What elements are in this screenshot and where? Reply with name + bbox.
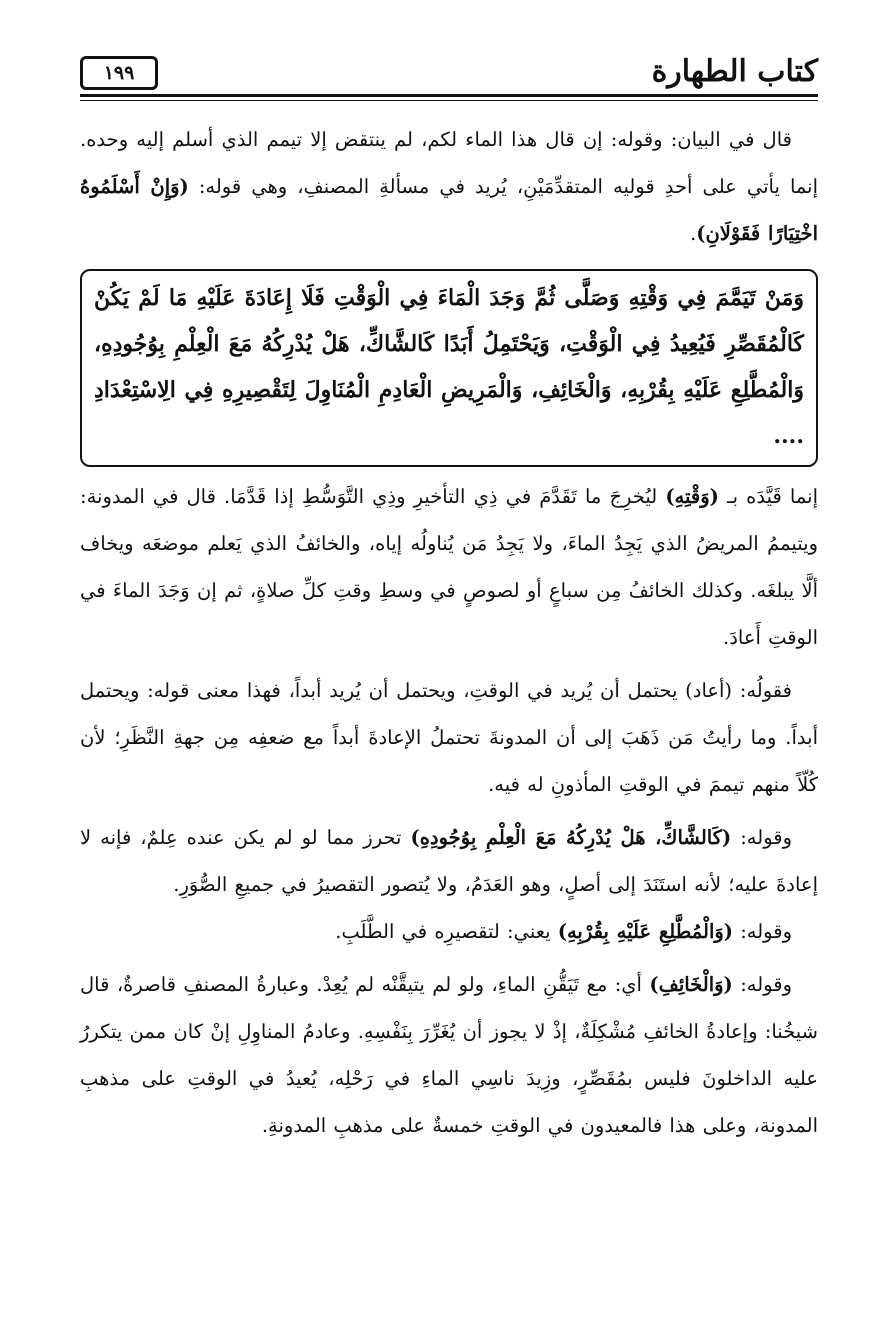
page-number-box (80, 56, 158, 90)
paragraph-6-b: أي: مع تَيَقُّنِ الماءِ، ولو لم يتيقَّنْه لم يُعِدْ. وعبارةُ المصنفِ قاصرةٌ، قال شيخُنا: وإعادةُ الخائفِ مُشْكِلَةٌ، إذْ لا يجوز أن يُغَرِّرَ بِنَفْسِهِ. وعادمُ المناوِلِ إنْ كان ممن يتكررُ عليه الداخلونَ فليس بمُقَصِّرٍ، وزِيدَ ناسِي الماءِ في رَحْلِه، يُعيدُ في الوقتِ على مذهبِ المدونة، وعلى هذا فالمعيدون في الوقتِ خمسةٌ على مذهبِ المدونةِ. (80, 973, 818, 1137)
paragraph-2 (80, 473, 818, 661)
paragraph-4-b: تحرز مما لو لم يكن عنده عِلمٌ، فإنه لا إعادةَ عليه؛ لأنه استَنَدَ إلى أصلٍ، وهو العَدَمُ، ولا يُتصور التقصيرُ في جميعِ الصُّوَرِ. (80, 826, 818, 896)
paragraph-1-text: قال في البيان: وقوله: إن قال هذا الماء لكم، لم ينتقض إلا تيمم الذي أسلم إليه وحده. إنما يأتي على أحدِ قوليه المتقدِّمَيْنِ، يُريد في مسألةِ المصنفِ، وهي قوله: (80, 128, 819, 198)
matn-box (80, 269, 818, 467)
paragraph-6-a: وقوله: (732, 973, 792, 996)
quoted-phrase: (وَالْخَائِفِ) (649, 973, 733, 996)
quoted-phrase: (وَإِنْ أَسْلَمُوهُ اخْتِيَارًا فَقَوْلَانِ) (80, 175, 818, 245)
paragraph-2-b: ليُخرِجَ ما تَقَدَّمَ في ذِي التأخيرِ وذِي التَّوَسُّطِ إذا قَدَّمَا. قال في المدونة: ويتيممُ المريضُ الذي يَجِدُ الماءَ، ولا يَجِدُ مَن يُناولُه إياه، والخائفُ الذي يَعلم موضعَه ويخاف ألَّا يبلغَه. وكذلك الخائفُ مِن سباعٍ أو لصوصٍ في وسطِ وقتِ كلِّ صلاةٍ، ثم إن وَجَدَ الماءَ في الوقتِ أَعادَ. (80, 485, 818, 649)
paragraph-1-end: . (690, 222, 697, 245)
paragraph-4 (80, 814, 818, 908)
quoted-phrase: (كَالشَّاكِّ، هَلْ يُدْرِكُهُ مَعَ الْعِلْمِ بِوُجُودِهِ) (410, 826, 732, 849)
header-rule (80, 94, 818, 97)
paragraph-5-a: وقوله: (733, 920, 792, 943)
paragraph-5 (80, 908, 818, 955)
header-rule-thin (80, 100, 818, 101)
paragraph-4-a: وقوله: (731, 826, 793, 849)
page-header (80, 50, 818, 98)
paragraph-5-b: يعني: لتقصيرِه في الطَّلَبِ. (335, 920, 558, 943)
quoted-phrase: (وَالْمُطَّلِعِ عَلَيْهِ بِقُرْبِهِ) (557, 920, 734, 943)
paragraph-6 (80, 961, 818, 1149)
paragraph-2-a: إنما قَيَّدَه بـ (718, 485, 818, 508)
page-number: ١٩٩ (103, 62, 135, 84)
page (80, 50, 818, 1149)
paragraph-1 (80, 116, 818, 257)
book-title: كتاب الطهارة (651, 54, 818, 89)
matn-text: وَمَنْ تَيَمَّمَ فِي وَقْتِهِ وَصَلَّى ثُمَّ وَجَدَ الْمَاءَ فِي الْوَقْتِ فَلَا إِعَادَةَ عَلَيْهِ مَا لَمْ يَكُنْ كَالْمُقَصِّرِ فَيُعِيدُ فِي الْوَقْتِ، وَيَحْتَمِلُ أَبَدًا كَالشَّاكِّ، هَلْ يُدْرِكُهُ مَعَ الْعِلْمِ بِوُجُودِهِ، وَالْمُطَّلِعِ عَلَيْهِ بِقُرْبِهِ، وَالْخَائِفِ، وَالْمَرِيضِ الْعَادِمِ الْمُنَاوِلَ لِتَقْصِيرِهِ فِي الِاسْتِعْدَادِ .... (94, 285, 804, 449)
paragraph-3: فقولُه: (أعاد) يحتمل أن يُريد في الوقتِ، ويحتمل أن يُريد أبداً، فهذا معنى قوله: ويحتمل أبداً. وما رأيتُ مَن ذَهَبَ إلى أن المدونةَ تحتملُ الإعادةَ أبداً مع ضعفِه مِن جهةِ النَّظَرِ؛ لأن كُلّاً منهم تيممَ في الوقتِ المأذونِ له فيه. (80, 679, 818, 796)
quoted-phrase: (وَقْتِهِ) (665, 485, 719, 508)
